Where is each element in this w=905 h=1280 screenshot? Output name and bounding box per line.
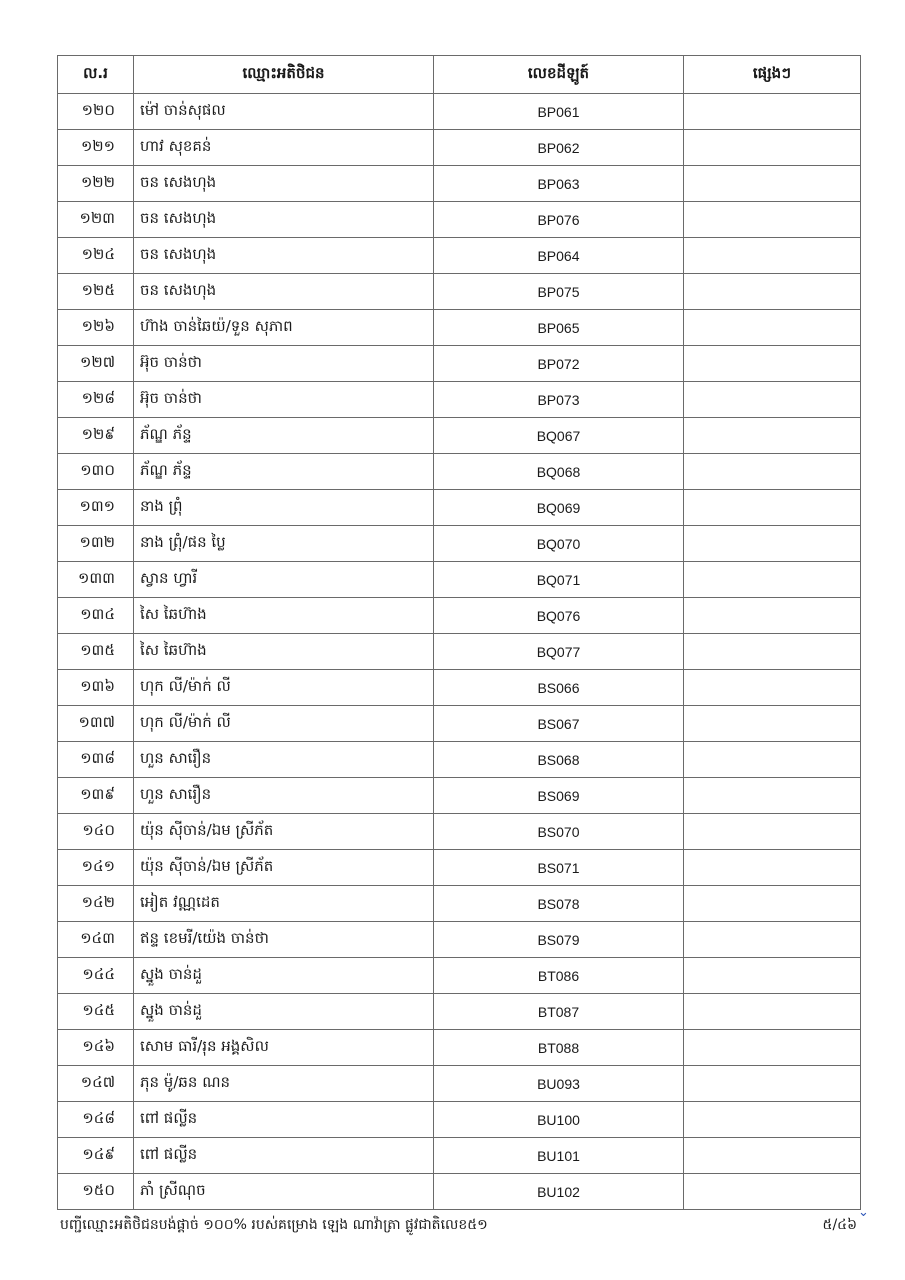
- table-row: [58, 526, 861, 562]
- plot-number: BP065: [434, 310, 684, 346]
- notes-cell: [684, 670, 861, 706]
- plot-number: BS067: [434, 706, 684, 742]
- customer-name: ស្នួង ចាន់ដួ: [134, 958, 434, 994]
- plot-number: BQ070: [434, 526, 684, 562]
- notes-cell: [684, 994, 861, 1030]
- customer-name: ស្នួង ចាន់ដួ: [134, 994, 434, 1030]
- table-row: [58, 850, 861, 886]
- notes-cell: [684, 1102, 861, 1138]
- plot-number: BP075: [434, 274, 684, 310]
- customer-name: សៃ ឆៃហ៊ាង: [134, 634, 434, 670]
- plot-number: BS068: [434, 742, 684, 778]
- notes-cell: [684, 742, 861, 778]
- table-row: [58, 418, 861, 454]
- customer-name: នាង ព្រុំ: [134, 490, 434, 526]
- notes-cell: [684, 706, 861, 742]
- customer-name: យ៉ុន ស៊ីចាន់/ឯម ស្រីភ័ត: [134, 850, 434, 886]
- row-number: ១៣៥: [58, 634, 134, 670]
- notes-cell: [684, 202, 861, 238]
- plot-number: BQ077: [434, 634, 684, 670]
- notes-cell: [684, 526, 861, 562]
- header-number: ល.រ: [58, 56, 134, 94]
- plot-number: BP062: [434, 130, 684, 166]
- row-number: ១៣៧: [58, 706, 134, 742]
- notes-cell: [684, 166, 861, 202]
- plot-number: BP063: [434, 166, 684, 202]
- notes-cell: [684, 634, 861, 670]
- notes-cell: [684, 238, 861, 274]
- customer-name: ហាវ សុខគន់: [134, 130, 434, 166]
- customer-name: សៃ ឆៃហ៊ាង: [134, 598, 434, 634]
- notes-cell: [684, 382, 861, 418]
- customer-name: ភ័ណ្ឌ ភ័ន្ទ: [134, 418, 434, 454]
- customer-name: សោម ធារី/រុន អង្គសិល: [134, 1030, 434, 1066]
- table-row: [58, 922, 861, 958]
- table-row: [58, 742, 861, 778]
- plot-number: BT087: [434, 994, 684, 1030]
- row-number: ១២៩: [58, 418, 134, 454]
- table-row: [58, 454, 861, 490]
- table-row: [58, 1030, 861, 1066]
- plot-number: BS066: [434, 670, 684, 706]
- table-row: [58, 958, 861, 994]
- notes-cell: [684, 1138, 861, 1174]
- customer-name: ភុន ម៉ូ/ឆន ណន: [134, 1066, 434, 1102]
- row-number: ១៤៩: [58, 1138, 134, 1174]
- notes-cell: [684, 886, 861, 922]
- notes-cell: [684, 454, 861, 490]
- notes-cell: [684, 958, 861, 994]
- table-row: [58, 490, 861, 526]
- notes-cell: [684, 562, 861, 598]
- row-number: ១៤២: [58, 886, 134, 922]
- plot-number: BS071: [434, 850, 684, 886]
- notes-cell: [684, 1066, 861, 1102]
- table-row: [58, 1066, 861, 1102]
- notes-cell: [684, 310, 861, 346]
- customer-name: ចន សេងហុង: [134, 166, 434, 202]
- plot-number: BS070: [434, 814, 684, 850]
- notes-cell: [684, 850, 861, 886]
- plot-number: BP076: [434, 202, 684, 238]
- table-row: [58, 130, 861, 166]
- notes-cell: [684, 130, 861, 166]
- table-row: [58, 1174, 861, 1210]
- plot-number: BU102: [434, 1174, 684, 1210]
- header-notes: ផ្សេងៗ: [684, 56, 861, 94]
- customer-name: ហ៊ាង ចាន់ឆៃយ៉/ទួន សុភាព: [134, 310, 434, 346]
- row-number: ១៣៨: [58, 742, 134, 778]
- table-row: [58, 706, 861, 742]
- customer-name: អ៊ុច ចាន់ថា: [134, 346, 434, 382]
- table-row: [58, 814, 861, 850]
- customer-name: ហុក លី/ម៉ាក់ លី: [134, 706, 434, 742]
- plot-number: BP064: [434, 238, 684, 274]
- notes-cell: [684, 274, 861, 310]
- row-number: ១២១: [58, 130, 134, 166]
- table-header: [58, 56, 861, 94]
- table-row: [58, 346, 861, 382]
- plot-number: BQ071: [434, 562, 684, 598]
- customer-name: ចន សេងហុង: [134, 202, 434, 238]
- plot-number: BP072: [434, 346, 684, 382]
- table-row: [58, 778, 861, 814]
- notes-cell: [684, 598, 861, 634]
- plot-number: BQ076: [434, 598, 684, 634]
- plot-number: BQ068: [434, 454, 684, 490]
- row-number: ១៣៤: [58, 598, 134, 634]
- table-row: [58, 1138, 861, 1174]
- row-number: ១៤១: [58, 850, 134, 886]
- row-number: ១៥០: [58, 1174, 134, 1210]
- notes-cell: [684, 490, 861, 526]
- table-body: [58, 94, 861, 1210]
- row-number: ១៤៤: [58, 958, 134, 994]
- row-number: ១២៥: [58, 274, 134, 310]
- customer-name: ពៅ ផល្លីន: [134, 1138, 434, 1174]
- customer-table: [57, 55, 861, 1210]
- customer-name: ចន សេងហុង: [134, 238, 434, 274]
- row-number: ១៣១: [58, 490, 134, 526]
- notes-cell: [684, 94, 861, 130]
- notes-cell: [684, 1174, 861, 1210]
- row-number: ១៤៣: [58, 922, 134, 958]
- row-number: ១៣៩: [58, 778, 134, 814]
- plot-number: BT088: [434, 1030, 684, 1066]
- row-number: ១៤៧: [58, 1066, 134, 1102]
- row-number: ១៤៥: [58, 994, 134, 1030]
- row-number: ១៤០: [58, 814, 134, 850]
- plot-number: BP073: [434, 382, 684, 418]
- page-number: ៥/៤៦: [822, 1217, 857, 1233]
- row-number: ១៣៦: [58, 670, 134, 706]
- table-row: [58, 166, 861, 202]
- header-row: [58, 56, 861, 94]
- table-row: [58, 670, 861, 706]
- customer-name: ហុក លី/ម៉ាក់ លី: [134, 670, 434, 706]
- notes-cell: [684, 814, 861, 850]
- table-row: [58, 634, 861, 670]
- row-number: ១២០: [58, 94, 134, 130]
- notes-cell: [684, 1030, 861, 1066]
- plot-number: BT086: [434, 958, 684, 994]
- table-row: [58, 382, 861, 418]
- customer-name: ភ័ណ្ឌ ភ័ន្ទ: [134, 454, 434, 490]
- customer-name: ម៉ៅ ចាន់សុផល: [134, 94, 434, 130]
- header-plot-number: លេខដីឡូត៍: [434, 56, 684, 94]
- plot-number: BU101: [434, 1138, 684, 1174]
- row-number: ១៤៦: [58, 1030, 134, 1066]
- notes-cell: [684, 346, 861, 382]
- row-number: ១២៣: [58, 202, 134, 238]
- row-number: ១២៤: [58, 238, 134, 274]
- customer-name: នាង ព្រុំ/ផន ប្លៃ: [134, 526, 434, 562]
- customer-name: ហួន សារឿន: [134, 778, 434, 814]
- row-number: ១២៨: [58, 382, 134, 418]
- row-number: ១៣០: [58, 454, 134, 490]
- notes-cell: [684, 778, 861, 814]
- table-row: [58, 94, 861, 130]
- plot-number: BS069: [434, 778, 684, 814]
- row-number: ១២៦: [58, 310, 134, 346]
- table-row: [58, 1102, 861, 1138]
- customer-name: ហួន សារឿន: [134, 742, 434, 778]
- table-row: [58, 310, 861, 346]
- row-number: ១៣៣: [58, 562, 134, 598]
- table-row: [58, 238, 861, 274]
- table-row: [58, 202, 861, 238]
- customer-name: អ៊ុច ចាន់ថា: [134, 382, 434, 418]
- table-row: [58, 598, 861, 634]
- customer-name: ពៅ ផល្លីន: [134, 1102, 434, 1138]
- row-number: ១៤៨: [58, 1102, 134, 1138]
- row-number: ១៣២: [58, 526, 134, 562]
- plot-number: BQ067: [434, 418, 684, 454]
- table-row: [58, 886, 861, 922]
- table-row: [58, 562, 861, 598]
- table-row: [58, 994, 861, 1030]
- footer-caption: បញ្ជីឈ្មោះអតិថិជនបង់ផ្តាច់ ១០០% របស់គម្រោង ឡេង ណាវ៉ាត្រា ផ្លូវជាតិលេខ៥១: [60, 1217, 488, 1233]
- plot-number: BU093: [434, 1066, 684, 1102]
- plot-number: BS079: [434, 922, 684, 958]
- notes-cell: [684, 922, 861, 958]
- customer-name: ឥន្ទ ខេមរី/យ៉េង ចាន់ថា: [134, 922, 434, 958]
- plot-number: BP061: [434, 94, 684, 130]
- row-number: ១២២: [58, 166, 134, 202]
- row-number: ១២៧: [58, 346, 134, 382]
- header-customer-name: ឈ្មោះអតិថិជន: [134, 56, 434, 94]
- customer-name: ស្វាន ហ្វារី: [134, 562, 434, 598]
- customer-name: យ៉ុន ស៊ីចាន់/ឯម ស្រីភ័ត: [134, 814, 434, 850]
- pen-mark: ⌄: [858, 1205, 869, 1220]
- plot-number: BS078: [434, 886, 684, 922]
- customer-name: ចន សេងហុង: [134, 274, 434, 310]
- customer-name: អៀត វណ្ណដេត: [134, 886, 434, 922]
- table-row: [58, 274, 861, 310]
- notes-cell: [684, 418, 861, 454]
- customer-name: ភាំ ស្រីណុច: [134, 1174, 434, 1210]
- plot-number: BU100: [434, 1102, 684, 1138]
- plot-number: BQ069: [434, 490, 684, 526]
